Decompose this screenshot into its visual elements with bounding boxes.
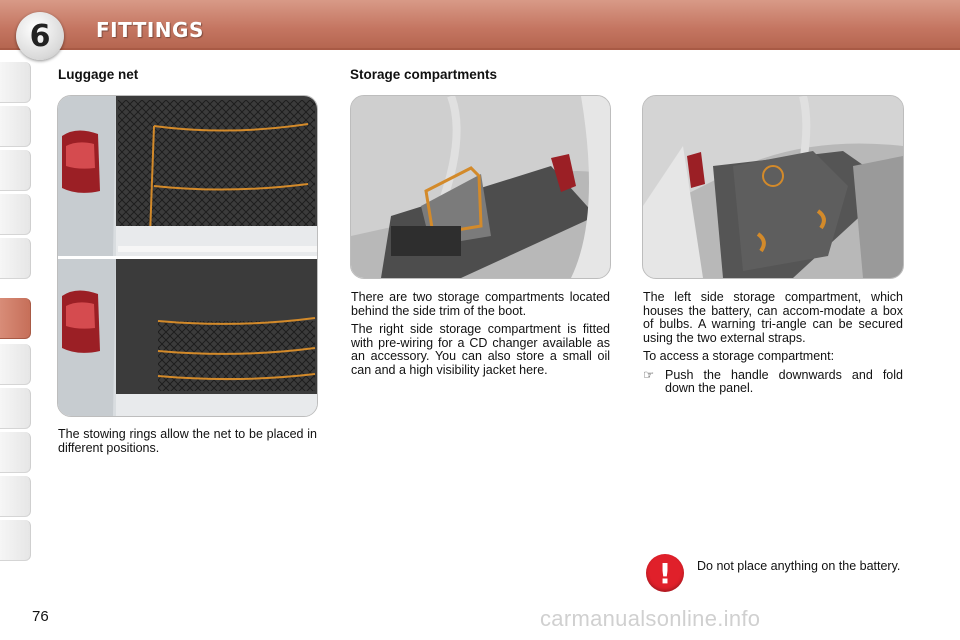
side-tab[interactable] bbox=[0, 520, 31, 561]
chapter-number-badge: 6 bbox=[16, 12, 64, 60]
side-tab[interactable] bbox=[0, 344, 31, 385]
exclamation-icon: ! bbox=[646, 554, 684, 592]
side-tab-active[interactable] bbox=[0, 298, 31, 339]
bullet-item bbox=[643, 369, 903, 396]
luggage-net-photo bbox=[57, 95, 318, 417]
right-compartment-text bbox=[351, 291, 610, 382]
warning-text: Do not place anything on the battery. bbox=[697, 559, 901, 573]
side-tab[interactable] bbox=[0, 238, 31, 279]
page-number: 76 bbox=[32, 608, 49, 625]
side-tab[interactable] bbox=[0, 106, 31, 147]
side-tab[interactable] bbox=[0, 194, 31, 235]
side-tab[interactable] bbox=[0, 476, 31, 517]
paragraph: The left side storage compartment, which houses the battery, can accom-modate a box of bulbs. A warning tri-angle can be secured using the two external straps. bbox=[643, 290, 903, 345]
luggage-net-title: Luggage net bbox=[58, 67, 139, 82]
chapter-title: FITTINGS bbox=[96, 18, 204, 42]
watermark: carmanualsonline.info bbox=[540, 606, 761, 631]
side-tab[interactable] bbox=[0, 150, 31, 191]
paragraph: To access a storage compartment: bbox=[643, 349, 835, 363]
side-tab[interactable] bbox=[0, 62, 31, 103]
chapter-header bbox=[0, 0, 960, 54]
pointing-hand-icon: ☞ bbox=[643, 367, 655, 382]
right-compartment-photo bbox=[350, 95, 611, 279]
storage-compartments-title: Storage compartments bbox=[350, 67, 498, 82]
left-compartment-photo bbox=[642, 95, 904, 279]
chapter-side-tabs bbox=[0, 62, 32, 576]
paragraph: There are two storage compartments located behind the side trim of the boot. bbox=[351, 290, 610, 318]
bullet-text: Push the handle downwards and fold down the panel. bbox=[665, 367, 903, 395]
side-tab[interactable] bbox=[0, 388, 31, 429]
paragraph: The right side storage compartment is fitted with pre-wiring for a CD changer available as an accessory. You can also store a small oil can and a high visibility jacket here. bbox=[351, 322, 610, 377]
luggage-net-caption: The stowing rings allow the net to be placed in different positions. bbox=[58, 427, 317, 455]
left-compartment-text bbox=[643, 291, 903, 396]
side-tab[interactable] bbox=[0, 432, 31, 473]
